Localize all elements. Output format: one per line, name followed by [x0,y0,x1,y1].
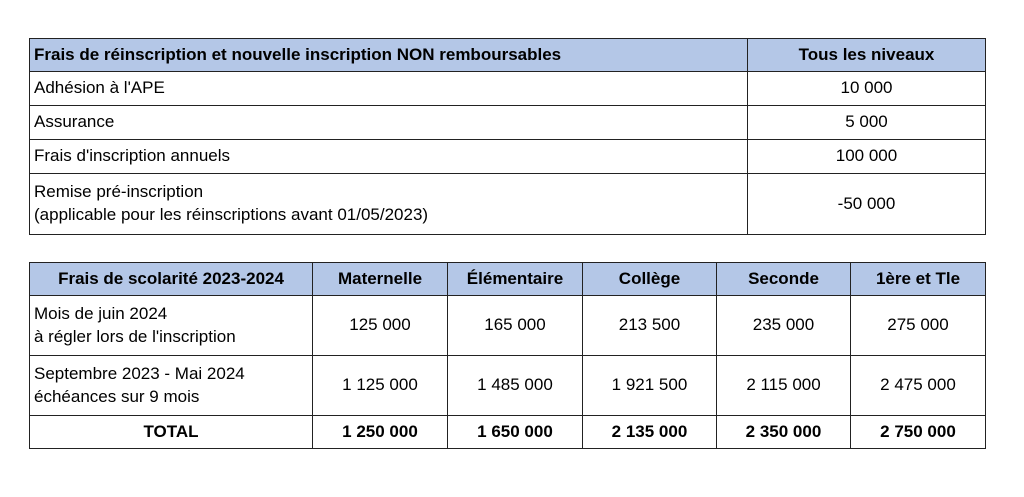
row-label [30,296,313,356]
row-value: 1 485 000 [448,356,583,416]
header-column: Élémentaire [448,263,583,296]
table-row [30,72,986,106]
row-value: 1 921 500 [583,356,717,416]
row-label-line2: (applicable pour les réinscriptions avant 01/05/2023) [34,205,429,224]
row-label: Frais d'inscription annuels [30,140,748,174]
row-value: 125 000 [313,296,448,356]
row-value: 2 115 000 [717,356,851,416]
row-label: Assurance [30,106,748,140]
total-value: 2 750 000 [851,416,986,449]
tuition-fees-table [29,262,986,449]
header-column: Seconde [717,263,851,296]
header-level: Tous les niveaux [748,39,986,72]
total-value: 2 350 000 [717,416,851,449]
row-value: 1 125 000 [313,356,448,416]
row-value: -50 000 [748,174,986,235]
row-label [30,356,313,416]
row-value: 100 000 [748,140,986,174]
table-row [30,140,986,174]
header-column: 1ère et Tle [851,263,986,296]
row-value: 213 500 [583,296,717,356]
row-label-line1: Septembre 2023 - Mai 2024 [34,363,245,383]
row-value: 2 475 000 [851,356,986,416]
total-value: 1 250 000 [313,416,448,449]
total-value: 1 650 000 [448,416,583,449]
row-value: 275 000 [851,296,986,356]
table-row [30,106,986,140]
table-header-row [30,39,986,72]
header-column: Maternelle [313,263,448,296]
table-header-row [30,263,986,296]
header-label: Frais de réinscription et nouvelle inscription NON remboursables [30,39,748,72]
row-label-line1: Mois de juin 2024 [34,303,168,323]
row-label-line1: Remise pré-inscription [34,182,204,202]
table-row [30,356,986,416]
row-value: 10 000 [748,72,986,106]
row-label-line2: à régler lors de l'inscription [34,326,236,346]
total-row [30,416,986,449]
row-label-line2: échéances sur 9 mois [34,386,200,406]
table-row [30,296,986,356]
row-value: 5 000 [748,106,986,140]
header-column: Collège [583,263,717,296]
total-value: 2 135 000 [583,416,717,449]
row-label: Adhésion à l'APE [30,72,748,106]
row-value: 235 000 [717,296,851,356]
total-label: TOTAL [30,416,313,449]
table-row [30,174,986,235]
row-value: 165 000 [448,296,583,356]
non-refundable-fees-table [29,38,986,235]
header-label: Frais de scolarité 2023-2024 [30,263,313,296]
row-label [30,174,748,235]
